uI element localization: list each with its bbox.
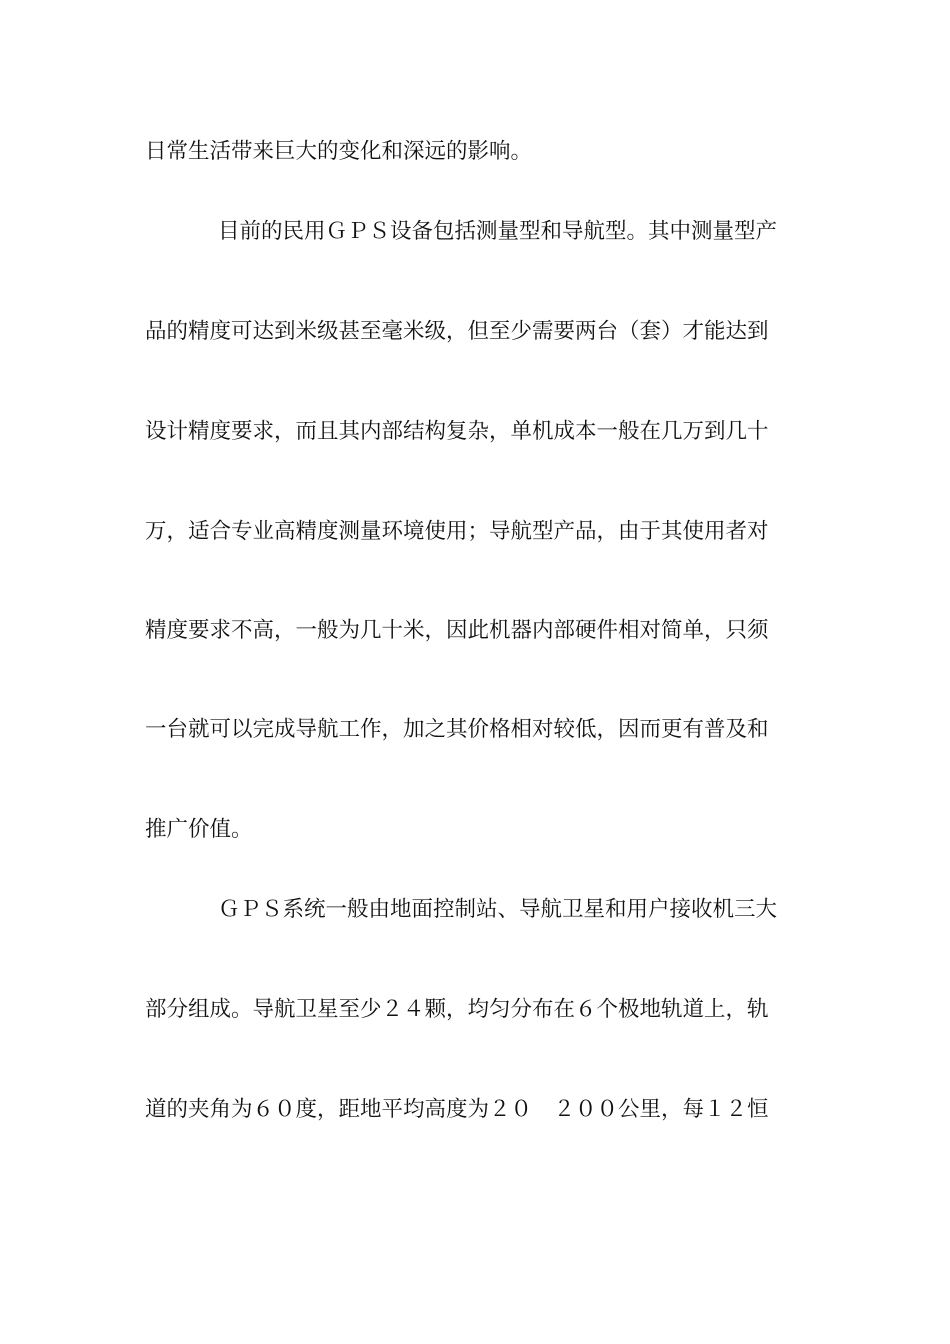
text-line-8: 推广价值。	[145, 817, 253, 842]
text-line-11: 道的夹角为６０度，距地平均高度为２０ ２００公里，每１２恒	[145, 1097, 769, 1122]
text-line-4: 设计精度要求，而且其内部结构复杂，单机成本一般在几万到几十	[145, 419, 769, 444]
text-line-5: 万，适合专业高精度测量环境使用；导航型产品，由于其使用者对	[145, 519, 769, 544]
text-line-3: 品的精度可达到米级甚至毫米级，但至少需要两台（套）才能达到	[145, 319, 769, 344]
text-line-7: 一台就可以完成导航工作，加之其价格相对较低，因而更有普及和	[145, 717, 769, 742]
text-line-9: ＧＰＳ系统一般由地面控制站、导航卫星和用户接收机三大	[218, 897, 778, 922]
text-line-1: 日常生活带来巨大的变化和深远的影响。	[145, 139, 533, 164]
text-line-10: 部分组成。导航卫星至少２４颗，均匀分布在６个极地轨道上，轨	[145, 997, 769, 1022]
text-line-2: 目前的民用ＧＰＳ设备包括测量型和导航型。其中测量型产	[218, 219, 778, 244]
text-line-6: 精度要求不高，一般为几十米，因此机器内部硬件相对简单，只须	[145, 618, 769, 643]
